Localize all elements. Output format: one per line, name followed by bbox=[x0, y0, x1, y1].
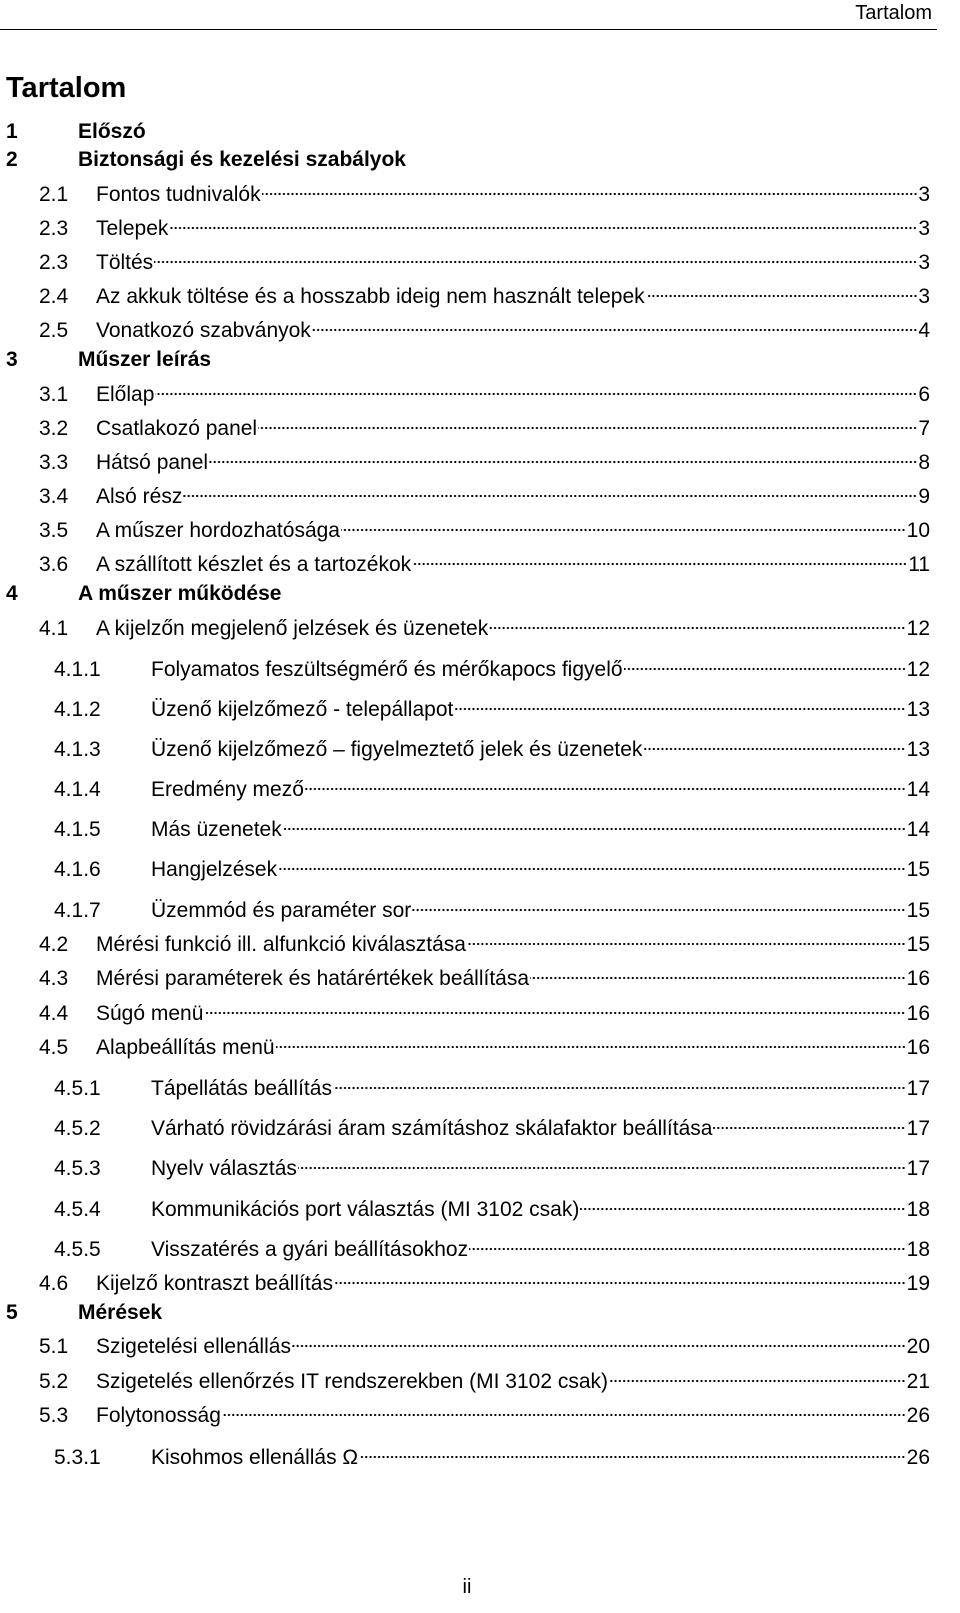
toc-entry-page: 15 bbox=[906, 933, 930, 956]
toc-entry[interactable] bbox=[39, 1269, 930, 1299]
toc-dot-leader bbox=[412, 561, 907, 567]
toc-entry-page: 14 bbox=[906, 818, 930, 841]
toc-entry-number: 5.1 bbox=[39, 1335, 69, 1358]
toc-entry[interactable] bbox=[6, 579, 930, 609]
toc-entry[interactable] bbox=[39, 1367, 930, 1397]
toc-entry[interactable] bbox=[54, 1154, 930, 1184]
toc-entry-title: Üzenő kijelzőmező – figyelmeztető jelek és üzenetek bbox=[151, 738, 643, 761]
toc-entry-page: 9 bbox=[918, 485, 930, 508]
toc-dot-leader bbox=[341, 527, 906, 533]
toc-entry[interactable] bbox=[54, 1235, 930, 1265]
toc-dot-leader bbox=[154, 259, 917, 265]
toc-entry-page: 20 bbox=[906, 1335, 930, 1358]
toc-entry-title: Hangjelzések bbox=[151, 858, 278, 881]
toc-entry-number: 4.5 bbox=[39, 1036, 69, 1059]
toc-entry-title: Visszatérés a gyári beállításokhoz bbox=[151, 1238, 469, 1261]
toc-entry-number: 2.3 bbox=[39, 217, 69, 240]
toc-entry[interactable] bbox=[39, 614, 930, 644]
toc-entry[interactable] bbox=[39, 550, 930, 580]
toc-entry-number: 3.1 bbox=[39, 383, 69, 406]
toc-entry-number: 4.1.7 bbox=[54, 899, 101, 922]
toc-entry-number: 5 bbox=[6, 1301, 18, 1324]
toc-dot-leader bbox=[359, 1454, 906, 1460]
toc-entry-title: Üzemmód és paraméter sor bbox=[151, 899, 412, 922]
toc-entry-title: Tápellátás beállítás bbox=[151, 1077, 332, 1100]
toc-entry-title: Műszer leírás bbox=[78, 348, 212, 371]
toc-dot-leader bbox=[646, 293, 918, 299]
toc-entry-page: 8 bbox=[918, 451, 930, 474]
toc-entry-title: Előszó bbox=[78, 120, 146, 143]
toc-entry-number: 5.2 bbox=[39, 1370, 69, 1393]
toc-entry-number: 4.1 bbox=[39, 617, 69, 640]
toc-entry[interactable] bbox=[39, 248, 930, 278]
toc-entry-number: 4.5.5 bbox=[54, 1238, 101, 1261]
toc-entry[interactable] bbox=[39, 180, 930, 210]
toc-entry-title: Töltés bbox=[96, 251, 154, 274]
toc-dot-leader bbox=[155, 391, 917, 397]
toc-entry-page: 19 bbox=[906, 1272, 930, 1295]
toc-dot-leader bbox=[334, 1280, 906, 1286]
toc-entry-title: Szigetelési ellenállás bbox=[96, 1335, 291, 1358]
toc-entry-number: 3.5 bbox=[39, 519, 69, 542]
toc-entry-number: 4.5.2 bbox=[54, 1117, 101, 1140]
toc-entry-title: Folytonosság bbox=[96, 1404, 221, 1427]
toc-entry-page: 15 bbox=[906, 858, 930, 881]
toc-entry[interactable] bbox=[39, 1332, 930, 1362]
toc-entry-number: 3.6 bbox=[39, 553, 69, 576]
toc-entry-title: Hátsó panel bbox=[96, 451, 209, 474]
toc-dot-leader bbox=[305, 786, 906, 792]
toc-entry-page: 16 bbox=[906, 1002, 930, 1025]
toc-dot-leader bbox=[412, 907, 905, 913]
toc-entry-number: 4 bbox=[6, 582, 18, 605]
toc-entry-number: 2.3 bbox=[39, 251, 69, 274]
toc-dot-leader bbox=[489, 625, 905, 631]
toc-entry[interactable] bbox=[39, 930, 930, 960]
toc-entry-number: 4.1.3 bbox=[54, 738, 101, 761]
toc-entry[interactable] bbox=[6, 345, 930, 375]
toc-entry-title: A műszer hordozhatósága bbox=[96, 519, 340, 542]
toc-entry[interactable] bbox=[39, 448, 930, 478]
toc-entry[interactable] bbox=[39, 999, 930, 1029]
toc-entry-page: 4 bbox=[918, 319, 930, 342]
toc-dot-leader bbox=[283, 826, 906, 832]
toc-entry-title: Folyamatos feszültségmérő és mérőkapocs figyelő bbox=[151, 658, 623, 681]
toc-entry-page: 13 bbox=[906, 698, 930, 721]
toc-entry-title: Telepek bbox=[96, 217, 169, 240]
toc-entry-page: 26 bbox=[906, 1404, 930, 1427]
toc-entry-number: 4.1.6 bbox=[54, 858, 101, 881]
toc-dot-leader bbox=[624, 666, 906, 672]
toc-dot-leader bbox=[298, 1165, 906, 1171]
toc-entry-title: Kisohmos ellenállás Ω bbox=[151, 1446, 359, 1469]
toc-dot-leader bbox=[276, 1044, 906, 1050]
toc-entry-page: 14 bbox=[906, 778, 930, 801]
toc-entry[interactable] bbox=[39, 1033, 930, 1063]
toc-entry-number: 3.4 bbox=[39, 485, 69, 508]
toc-entry-page: 3 bbox=[918, 285, 930, 308]
toc-entry[interactable] bbox=[39, 316, 930, 346]
toc-entry-page: 10 bbox=[906, 519, 930, 542]
toc-entry-title: Kijelző kontraszt beállítás bbox=[96, 1272, 333, 1295]
toc-entry-title: Üzenő kijelzőmező - telepállapot bbox=[151, 698, 454, 721]
toc-entry-title: Az akkuk töltése és a hosszabb ideig nem használt telepek bbox=[96, 285, 645, 308]
toc-entry-number: 4.6 bbox=[39, 1272, 69, 1295]
toc-entry-title: Szigetelés ellenőrzés IT rendszerekben (MI 3102 csak) bbox=[96, 1370, 609, 1393]
toc-entry-number: 2.1 bbox=[39, 183, 69, 206]
toc-entry[interactable] bbox=[6, 1298, 930, 1328]
toc-dot-leader bbox=[609, 1378, 906, 1384]
toc-entry[interactable] bbox=[54, 896, 930, 926]
toc-entry[interactable] bbox=[6, 117, 930, 147]
toc-entry-number: 4.1.1 bbox=[54, 658, 101, 681]
toc-entry-number: 5.3 bbox=[39, 1404, 69, 1427]
toc-dot-leader bbox=[312, 327, 918, 333]
toc-entry-page: 17 bbox=[906, 1077, 930, 1100]
toc-entry-page: 17 bbox=[906, 1157, 930, 1180]
toc-entry-title: Előlap bbox=[96, 383, 155, 406]
toc-entry-number: 4.3 bbox=[39, 967, 69, 990]
toc-entry-number: 2.4 bbox=[39, 285, 69, 308]
toc-entry-title: Alsó rész bbox=[96, 485, 183, 508]
toc-entry-number: 4.5.3 bbox=[54, 1157, 101, 1180]
toc-entry[interactable] bbox=[39, 282, 930, 312]
toc-entry-title: Súgó menü bbox=[96, 1002, 204, 1025]
toc-entry-page: 3 bbox=[918, 251, 930, 274]
toc-dot-leader bbox=[222, 1412, 906, 1418]
toc-entry-title: Nyelv választás bbox=[151, 1157, 297, 1180]
toc-dot-leader bbox=[333, 1085, 906, 1091]
toc-dot-leader bbox=[467, 941, 906, 947]
toc-entry-title: Eredmény mező bbox=[151, 778, 304, 801]
toc-entry[interactable] bbox=[54, 1195, 930, 1225]
toc-entry-title: Vonatkozó szabványok bbox=[96, 319, 311, 342]
toc-entry-number: 4.5.1 bbox=[54, 1077, 101, 1100]
toc-entry-page: 12 bbox=[906, 617, 930, 640]
toc-dot-leader bbox=[209, 459, 917, 465]
toc-entry-number: 4.5.4 bbox=[54, 1198, 101, 1221]
toc-entry-number: 3 bbox=[6, 348, 18, 371]
toc-entry[interactable] bbox=[39, 414, 930, 444]
toc-entry[interactable] bbox=[6, 145, 930, 175]
toc-entry-title: Más üzenetek bbox=[151, 818, 282, 841]
toc-entry[interactable] bbox=[39, 1401, 930, 1431]
toc-entry-title: Fontos tudnivalók bbox=[96, 183, 261, 206]
toc-entry-number: 5.3.1 bbox=[54, 1446, 101, 1469]
toc-entry-title: A kijelzőn megjelenő jelzések és üzenetek bbox=[96, 617, 489, 640]
toc-dot-leader bbox=[292, 1343, 906, 1349]
toc-entry[interactable] bbox=[54, 1443, 930, 1473]
toc-entry-title: Csatlakozó panel bbox=[96, 417, 258, 440]
toc-entry[interactable] bbox=[39, 964, 930, 994]
toc-entry-page: 13 bbox=[906, 738, 930, 761]
toc-entry-title: Mérési funkció ill. alfunkció kiválasztása bbox=[96, 933, 466, 956]
toc-dot-leader bbox=[278, 866, 906, 872]
toc-entry-page: 6 bbox=[918, 383, 930, 406]
toc-entry-number: 2.5 bbox=[39, 319, 69, 342]
toc-entry[interactable] bbox=[39, 380, 930, 410]
toc-entry-number: 2 bbox=[6, 148, 18, 171]
toc-dot-leader bbox=[530, 975, 906, 981]
running-header: Tartalom bbox=[0, 0, 937, 30]
toc-entry-page: 17 bbox=[906, 1117, 930, 1140]
toc-dot-leader bbox=[469, 1246, 906, 1252]
toc-dot-leader bbox=[258, 425, 917, 431]
toc-entry-number: 4.1.2 bbox=[54, 698, 101, 721]
toc-entry-page: 15 bbox=[906, 899, 930, 922]
toc-entry[interactable] bbox=[39, 482, 930, 512]
toc-entry[interactable] bbox=[54, 855, 930, 885]
toc-entry[interactable] bbox=[54, 735, 930, 765]
toc-entry-page: 16 bbox=[906, 967, 930, 990]
toc-entry-page: 18 bbox=[906, 1198, 930, 1221]
toc-entry-title: A szállított készlet és a tartozékok bbox=[96, 553, 412, 576]
toc-entry-title: Várható rövidzárási áram számításhoz skálafaktor beállítása bbox=[151, 1117, 713, 1140]
toc-entry[interactable] bbox=[39, 516, 930, 546]
toc-entry[interactable] bbox=[54, 1114, 930, 1144]
toc-entry[interactable] bbox=[54, 655, 930, 685]
toc-dot-leader bbox=[183, 493, 917, 499]
toc-entry-number: 4.4 bbox=[39, 1002, 69, 1025]
toc-entry-number: 1 bbox=[6, 120, 18, 143]
toc-entry-page: 21 bbox=[906, 1370, 930, 1393]
toc-entry-number: 4.2 bbox=[39, 933, 69, 956]
toc-entry[interactable] bbox=[54, 1074, 930, 1104]
toc-entry-page: 7 bbox=[918, 417, 930, 440]
toc-entry-title: Mérési paraméterek és határértékek beállítása bbox=[96, 967, 530, 990]
page-number: ii bbox=[462, 1576, 472, 1598]
toc-entry-number: 4.1.4 bbox=[54, 778, 101, 801]
toc-entry-page: 18 bbox=[906, 1238, 930, 1261]
toc-entry[interactable] bbox=[54, 695, 930, 725]
toc-entry-page: 16 bbox=[906, 1036, 930, 1059]
toc-entry-number: 3.2 bbox=[39, 417, 69, 440]
toc-entry-title: A műszer működése bbox=[78, 582, 282, 605]
toc-entry-title: Mérések bbox=[78, 1301, 163, 1324]
toc-dot-leader bbox=[643, 746, 905, 752]
toc-entry-title: Kommunikációs port választás (MI 3102 csak) bbox=[151, 1198, 580, 1221]
toc-dot-leader bbox=[169, 225, 917, 231]
toc-entry-number: 4.1.5 bbox=[54, 818, 101, 841]
toc-entry[interactable] bbox=[54, 775, 930, 805]
toc-dot-leader bbox=[262, 191, 918, 197]
toc-entry-page: 26 bbox=[906, 1446, 930, 1469]
toc-title: Tartalom bbox=[6, 72, 127, 104]
toc-entry-page: 11 bbox=[908, 553, 930, 576]
toc-entry-title: Biztonsági és kezelési szabályok bbox=[78, 148, 406, 171]
toc-entry-number: 3.3 bbox=[39, 451, 69, 474]
toc-entry[interactable] bbox=[54, 815, 930, 845]
toc-entry-page: 3 bbox=[918, 217, 930, 240]
toc-entry-page: 12 bbox=[906, 658, 930, 681]
toc-entry-title: Alapbeállítás menü bbox=[96, 1036, 275, 1059]
toc-dot-leader bbox=[713, 1125, 905, 1131]
toc-entry[interactable] bbox=[39, 214, 930, 244]
toc-dot-leader bbox=[454, 706, 905, 712]
toc-entry-page: 3 bbox=[918, 183, 930, 206]
toc-dot-leader bbox=[204, 1010, 905, 1016]
toc-dot-leader bbox=[580, 1206, 905, 1212]
